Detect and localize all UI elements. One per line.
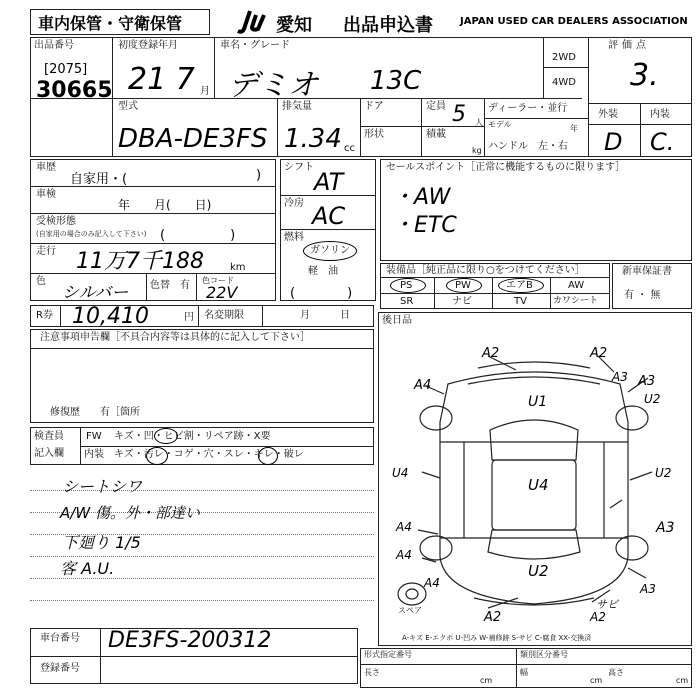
form-title: 出品申込書 — [343, 15, 433, 36]
lot-bracket: [2075] — [44, 62, 88, 77]
handle-label: ハンドル 左・右 — [488, 141, 568, 152]
fuel-paren: ( ) — [290, 286, 353, 301]
first-reg-label: 初度登録年月 — [118, 40, 178, 51]
shift-value: AT — [314, 168, 344, 196]
recycle-unit: 円 — [184, 312, 194, 323]
eq-aw: AW — [568, 280, 585, 291]
length-unit: cm — [480, 676, 493, 685]
fuel-label: 燃料 — [284, 232, 304, 243]
history-close: ) — [256, 168, 262, 183]
mileage-unit: km — [230, 262, 246, 273]
record-label: 記入欄 — [34, 448, 64, 459]
interior-grade-value: C. — [650, 128, 675, 156]
chassis-number: DE3FS-200312 — [108, 628, 272, 653]
history-label: 車歴 — [36, 162, 56, 173]
damage-legend: A-キズ E-エクボ U-凹み W-補修跡 S-サビ C-腐食 XX-交換済 — [402, 634, 592, 642]
inspector-label: 検査員 — [34, 431, 64, 442]
note-line-2: A/W 傷。外・部達い — [60, 504, 200, 522]
displacement-value: 1.34 — [284, 124, 342, 154]
repair-history-label: 修復歴 有［箇所 — [50, 407, 140, 418]
grade-score-label: 評価点 — [608, 40, 650, 51]
inspection-fields: 年 月( 日) — [118, 198, 212, 212]
eq-tv: TV — [514, 296, 527, 307]
eq-ps: PS — [400, 280, 413, 291]
capacity-label: 定員 — [426, 101, 446, 112]
interior-label: 内装 — [650, 109, 670, 120]
fw-items: キズ・凹・ヒビ割・リペア跡・X要 — [114, 431, 271, 442]
dealer-label: ディーラー・並行 — [488, 103, 568, 114]
recycle-label: R券 — [36, 310, 53, 321]
storage-title: 車内保管・守衛保管 — [38, 14, 183, 33]
type-spec-label: 形式指定番号 — [364, 650, 412, 659]
note-line-3: 下廻り 1/5 — [62, 533, 141, 552]
lot-number: 30665 — [36, 78, 113, 103]
year-label: 年 — [570, 124, 578, 133]
eq-navi: ナビ — [452, 296, 472, 307]
nei-mark-circle-2 — [258, 447, 278, 465]
mark-u2-right-top: U2 — [644, 392, 661, 406]
ju-logo-icon — [238, 9, 278, 33]
ju-logo — [238, 9, 278, 33]
doors-label: ドア — [364, 101, 384, 112]
height-unit: cm — [676, 676, 689, 685]
month-unit: 月 — [200, 86, 210, 97]
mileage-label: 走行 — [36, 246, 56, 257]
mark-a4-left-wheel: A4 — [396, 548, 412, 562]
note-line-1: シートシワ — [62, 477, 143, 496]
shape-label: 形状 — [364, 129, 384, 140]
model-grade-label: 車名・グレード — [220, 40, 290, 51]
eq-sr: SR — [400, 296, 414, 307]
logo-region: 愛知 — [276, 15, 312, 36]
mark-a4-left-rear: A4 — [396, 520, 412, 534]
equipment-label: 装備品［純正品に限り○をつけてください］ — [386, 265, 585, 276]
mark-a3-right-rear: A3 — [656, 520, 675, 536]
sales-points-label: セールスポイント［正常に機能するものに限ります］ — [386, 162, 626, 173]
eq-airbag: エアB — [506, 280, 533, 291]
notes-title: 注意事項申告欄［不具合内容等は具体的に記入して下さい］ — [40, 332, 310, 343]
model-code-value: DBA-DE3FS — [118, 124, 268, 154]
mark-rust: サビ — [596, 598, 618, 611]
aircon-value: AC — [312, 202, 346, 230]
mark-a2-rear-right: A2 — [590, 610, 606, 624]
fuel-value: ガソリン — [310, 245, 350, 256]
model-type-label: 型式 — [118, 101, 138, 112]
width-label: 幅 — [520, 668, 528, 677]
mark-a4-rear-left: A4 — [424, 576, 440, 590]
four-wd-label: 4WD — [552, 77, 576, 88]
two-wd-label: 2WD — [552, 52, 576, 63]
name-change-label: 名変期限 — [204, 310, 244, 321]
recycle-amount: 10,410 — [72, 304, 149, 329]
width-unit: cm — [590, 676, 603, 685]
height-label: 高さ — [608, 668, 624, 677]
kiroku-label: 受検形態 — [36, 216, 76, 227]
warranty-label: 新車保証書 — [622, 266, 672, 277]
mark-a3-rear-right: A3 — [640, 582, 656, 596]
nei-label: 内装 — [84, 449, 104, 460]
warranty-yn: 有 ・ 無 — [624, 290, 661, 301]
mark-u2-trunk: U2 — [528, 562, 549, 580]
kiroku-paren: ( ) — [160, 228, 236, 243]
car-name-value: デミオ — [228, 68, 318, 103]
displacement-label: 排気量 — [282, 101, 312, 112]
mark-u1-hood: U1 — [528, 394, 548, 410]
cc-unit: cc — [344, 143, 355, 154]
fw-label: FW — [86, 431, 102, 442]
exterior-grade-value: D — [604, 128, 623, 156]
score-value: 3. — [630, 58, 659, 93]
mark-u4-roof: U4 — [528, 476, 549, 494]
mark-a2-top-right: A2 — [590, 346, 608, 361]
sales-point-2: ・ETC — [392, 213, 457, 238]
mark-u2-right-mid: U2 — [655, 466, 672, 480]
lot-no-label: 出品番号 — [34, 40, 74, 51]
model-year-label: モデル — [488, 120, 512, 129]
color-change-label: 色替 — [150, 280, 170, 291]
reg-no-label: 登録番号 — [40, 663, 80, 674]
mark-a2-rear: A2 — [484, 610, 502, 625]
shift-label: シフト — [284, 162, 314, 173]
nei-mark-circle — [146, 447, 168, 465]
mark-a3-right-top: A3 — [638, 374, 656, 389]
length-label: 長さ — [364, 668, 380, 677]
color-code-value: 22V — [206, 283, 238, 302]
eq-pw: PW — [455, 280, 471, 291]
diesel-label: 軽 油 — [308, 266, 338, 277]
color-code-label: 色コード — [202, 276, 234, 285]
mark-u4-left: U4 — [392, 466, 409, 480]
rear-view-label: 後日品 — [382, 315, 412, 326]
capacity-value: 5 — [452, 102, 466, 127]
mileage-value: 11万7千188 — [76, 249, 204, 274]
class-no-label: 類別区分番号 — [520, 650, 568, 659]
fw-mark-circle — [154, 428, 178, 444]
mark-a2-top-left: A2 — [482, 346, 500, 361]
car-grade-value: 13C — [370, 66, 422, 96]
color-change-value: 有 — [180, 280, 190, 291]
history-value: 自家用・( — [70, 172, 128, 187]
kiroku-note: (自家用の場合のみ記入して下さい) — [36, 230, 147, 238]
capacity-unit: 人 — [475, 118, 483, 127]
chassis-label: 車台番号 — [40, 633, 80, 644]
association-name: JAPAN USED CAR DEALERS ASSOCIATION — [460, 16, 688, 27]
color-label: 色 — [36, 276, 46, 287]
name-change-fields: 月 日 — [300, 310, 350, 321]
mark-a4-left-top: A4 — [414, 378, 432, 393]
aircon-label: 冷房 — [284, 198, 304, 209]
color-value: シルバー — [62, 283, 129, 303]
spare-label: スペア — [398, 606, 422, 615]
exterior-label: 外装 — [598, 109, 618, 120]
kg-label: kg — [472, 146, 482, 155]
nei-items: キズ・汚レ・コゲ・穴・スレ・キレ・破レ — [114, 449, 304, 460]
sales-point-1: ・AW — [392, 185, 451, 210]
first-reg-value: 21 7 — [128, 62, 195, 97]
mark-a3-corner: A3 — [612, 370, 628, 384]
eq-seat: カワシート — [553, 296, 599, 306]
load-label: 積載 — [426, 129, 446, 140]
note-line-4: 客 A.U. — [60, 559, 115, 578]
inspection-label: 車検 — [36, 189, 56, 200]
